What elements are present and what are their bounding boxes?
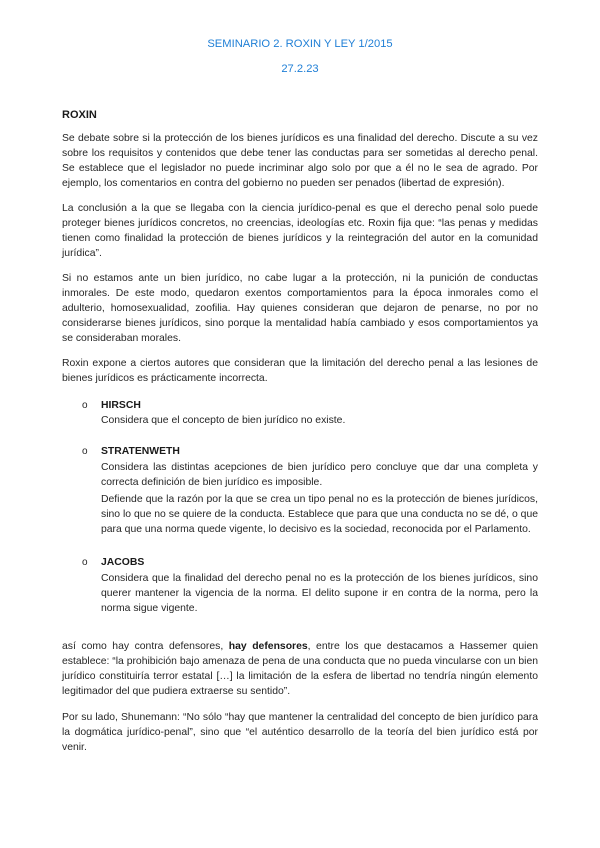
bullet-marker: o [82,400,88,411]
paragraph: Se debate sobre si la protección de los bienes jurídicos es una finalidad del derecho. Discute a su vez sobre los requisitos y contenidos que debe tener las conductas para ser sometidas al derecho penal. Se establece que el legislador no puede incriminar algo solo por que a él no le sea de agrado. Por ejemplo, los comentarios en contra del gobierno no pueden ser penados (libertad de expresión). [62,133,538,189]
author-description-extra: Defiende que la razón por la que se crea un tipo penal no es la protección de bienes jurídicos, sino lo que no se quiere de la conducta. Establece que para que una conducta no se dé, o que para que una norma quede vigente, lo decisivo es la sociedad, reconocida por el Parlamento. [101,494,538,535]
closing-text-rest: , entre los que destacamos a Hassemer quien establece: “la prohibición bajo amenaza de pena de una conducta que no pueda vincularse con un bien jurídico constituiría terror estatal […] la limitación de la esfera de libertad no tendría ningún elemento legitimador del que pudiera extraerse su sentido”. [62,641,539,697]
paragraph: La conclusión a la que se llegaba con la ciencia jurídico-penal es que el derecho penal solo puede proteger bienes jurídicos concretos, no creencias, ideologías etc. Roxin fija que: “las penas y medidas tienen como finalidad la protección de bienes jurídicos y la reintegración del autor en la comunidad jurídica”. [62,203,538,259]
emphasis-hay-defensores: hay defensores [228,641,308,652]
paragraph-closing [62,639,538,699]
author-description: Considera que la finalidad del derecho penal no es la protección de los bienes jurídicos, sino querer mantener la vigencia de la norma. El delito supone ir en contra de la norma, pero la norma sigue vigente. [101,573,538,614]
author-description: Considera las distintas acepciones de bien jurídico pero concluye que dar una completa y correcta definición de bien jurídico es imposible. [101,462,538,488]
bullet-marker: o [82,446,88,457]
author-name: STRATENWETH [101,446,180,457]
list-item-author [82,555,538,619]
paragraph-closing-2: Por su lado, Shunemann: “No sólo “hay que mantener la centralidad del concepto de bien jurídico para la dogmática jurídico-penal”, sino que “el auténtico desarrollo de la teoría del bien jurídico está por venir. [62,712,538,753]
bullet-marker: o [82,557,88,568]
list-item-author [82,398,538,432]
section-title: ROXIN [62,109,97,121]
paragraph: Roxin expone a ciertos autores que consideran que la limitación del derecho penal a las lesiones de bienes jurídicos es prácticamente incorrecta. [62,358,538,384]
author-description: Considera que el concepto de bien jurídico no existe. [101,415,346,426]
document-date: 27.2.23 [281,63,319,75]
author-name: HIRSCH [101,400,141,411]
paragraph: Si no estamos ante un bien jurídico, no cabe lugar a la protección, ni la punición de conductas inmorales. De este modo, quedaron exentos comportamientos para la época inmorales como el adulterio, homosexualidad, zoofilia. Hay quienes consideran que dejaron de penarse, no por no considerarse bienes jurídicos, sino porque la mentalidad había cambiado y esos comportamientos ya se consideraban morales. [62,273,538,344]
list-item-author [82,444,538,544]
author-name: JACOBS [101,557,145,568]
document-title: SEMINARIO 2. ROXIN Y LEY 1/2015 [207,38,393,50]
closing-text: así como hay contra defensores, [62,641,229,652]
